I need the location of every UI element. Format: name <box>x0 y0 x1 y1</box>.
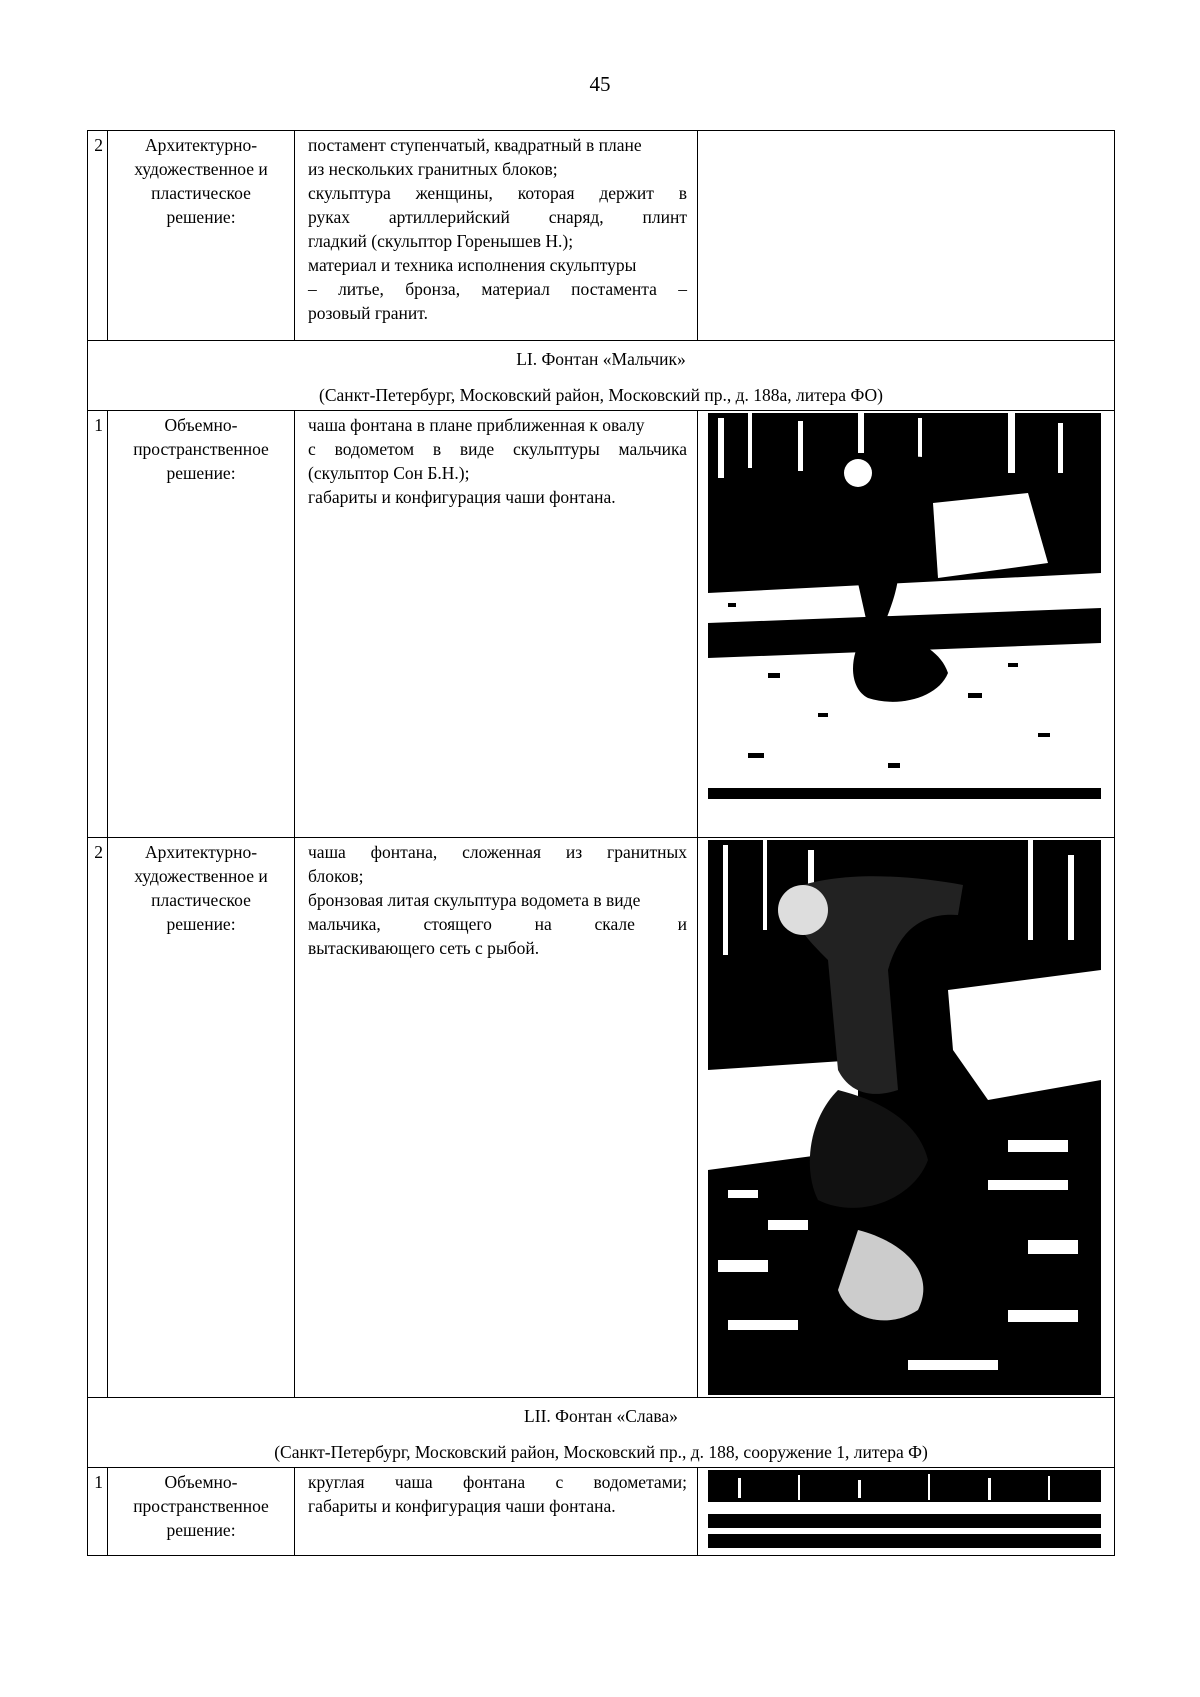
desc-line: скульптура женщины, которая держит в <box>308 183 687 203</box>
row-name-line: художественное и <box>134 159 268 179</box>
row-description <box>295 131 698 341</box>
desc-line: круглая чаша фонтана с водометами; <box>308 1472 687 1492</box>
desc-line: гладкий (скульптор Горенышев Н.); <box>308 231 574 251</box>
row-description <box>295 838 698 1398</box>
row-number: 2 <box>88 838 108 1398</box>
row-number: 1 <box>88 1468 108 1556</box>
desc-line: блоков; <box>308 866 364 886</box>
section-title: LII. Фонтан «Слава» <box>524 1406 678 1426</box>
table-row <box>88 838 1115 1398</box>
monuments-table <box>87 130 1115 1556</box>
page-number: 45 <box>589 72 611 96</box>
fountain-boy-photo-image <box>708 413 1101 799</box>
row-name <box>108 131 295 341</box>
row-name-line: Объемно- <box>164 415 238 435</box>
row-name-line: пространственное <box>133 439 269 459</box>
row-name-line: решение: <box>166 463 236 483</box>
section-header-row <box>88 341 1115 411</box>
desc-line: с водометом в виде скульптуры мальчика <box>308 439 687 459</box>
fountain-boy-closeup-photo-image <box>708 840 1101 1395</box>
row-name <box>108 411 295 838</box>
desc-line: вытаскивающего сеть с рыбой. <box>308 938 540 958</box>
row-number: 2 <box>88 131 108 341</box>
row-name-line: художественное и <box>134 866 268 886</box>
row-name-line: Архитектурно- <box>144 842 258 862</box>
section-header-row <box>88 1398 1115 1468</box>
desc-line: бронзовая литая скульптура водомета в виде <box>308 890 641 910</box>
table-row <box>88 411 1115 838</box>
table-row <box>88 131 1115 341</box>
table-row <box>88 1468 1115 1556</box>
row-description <box>295 1468 698 1556</box>
row-name-line: решение: <box>166 207 236 227</box>
fountain-boy-photo <box>708 413 1101 799</box>
desc-line: габариты и конфигурация чаши фонтана. <box>308 487 616 507</box>
section-title: LI. Фонтан «Мальчик» <box>516 349 686 369</box>
fountain-glory-photo <box>708 1470 1101 1548</box>
section-address: (Санкт-Петербург, Московский район, Московский пр., д. 188, сооружение 1, литера Ф) <box>274 1442 928 1462</box>
row-name-line: решение: <box>166 914 236 934</box>
row-number: 1 <box>88 411 108 838</box>
row-name <box>108 1468 295 1556</box>
photo-cell <box>698 1468 1115 1556</box>
row-name-line: Архитектурно- <box>144 135 258 155</box>
photo-cell-empty <box>698 131 1115 341</box>
row-name-line: пластическое <box>151 183 251 203</box>
fountain-boy-closeup-photo <box>708 840 1101 1395</box>
section-header <box>88 1398 1115 1468</box>
desc-line: мальчика, стоящего на скале и <box>308 914 687 934</box>
photo-cell <box>698 838 1115 1398</box>
desc-line: материал и техника исполнения скульптуры <box>308 255 637 275</box>
desc-line: постамент ступенчатый, квадратный в плане <box>308 135 642 155</box>
desc-line: габариты и конфигурация чаши фонтана. <box>308 1496 616 1516</box>
row-name-line: пространственное <box>133 1496 269 1516</box>
row-name-line: Объемно- <box>164 1472 238 1492</box>
desc-line: (скульптор Сон Б.Н.); <box>308 463 470 483</box>
row-description <box>295 411 698 838</box>
row-name <box>108 838 295 1398</box>
section-header <box>88 341 1115 411</box>
desc-line: – литье, бронза, материал постамента – <box>308 279 687 299</box>
row-name-line: решение: <box>166 1520 236 1540</box>
desc-line: чаша фонтана, сложенная из гранитных <box>308 842 687 862</box>
fountain-glory-photo-image <box>708 1470 1101 1548</box>
desc-line: руках артиллерийский снаряд, плинт <box>308 207 687 227</box>
section-address: (Санкт-Петербург, Московский район, Московский пр., д. 188а, литера ФО) <box>319 385 883 405</box>
desc-line: розовый гранит. <box>308 303 428 323</box>
row-name-line: пластическое <box>151 890 251 910</box>
desc-line: из нескольких гранитных блоков; <box>308 159 558 179</box>
desc-line: чаша фонтана в плане приближенная к овалу <box>308 415 645 435</box>
photo-cell <box>698 411 1115 838</box>
